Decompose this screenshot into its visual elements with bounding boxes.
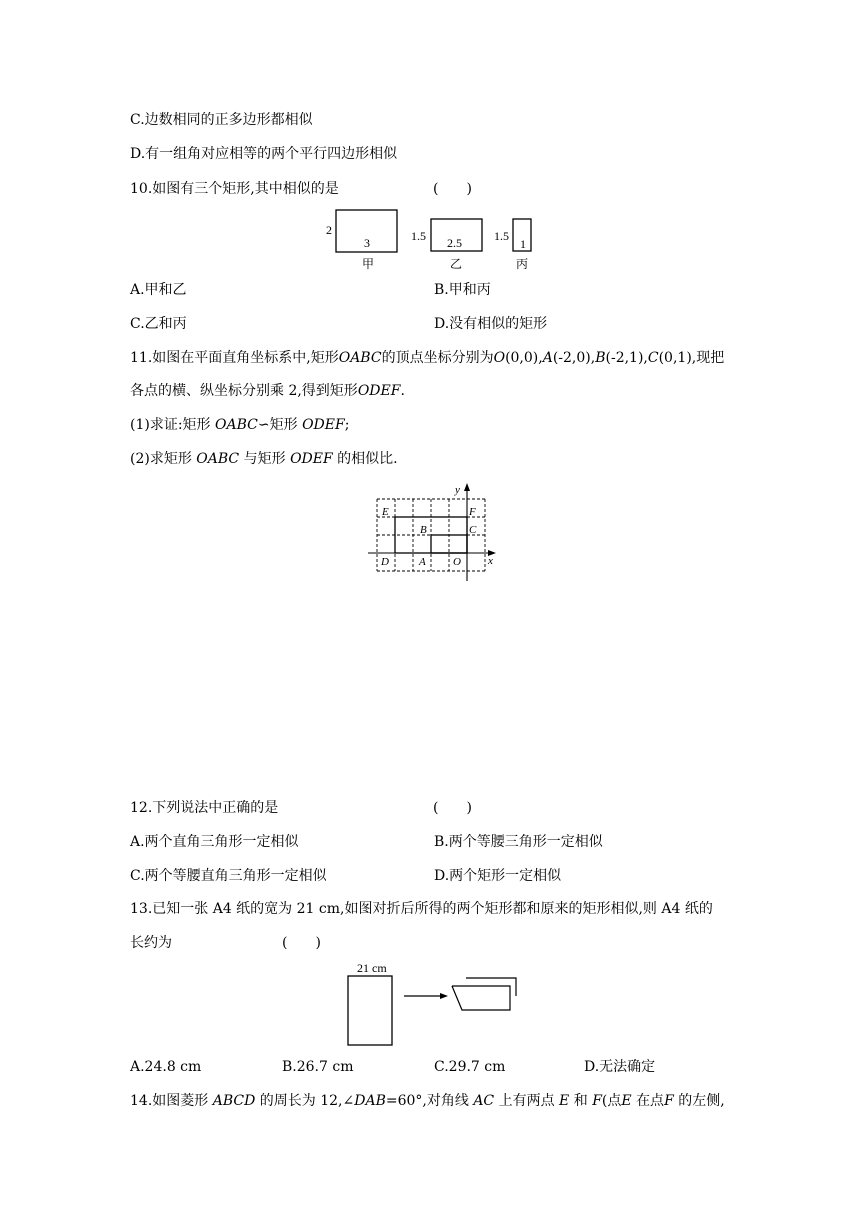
q10-option-c: C.乙和丙 [130, 316, 187, 332]
q12-option-c: C.两个等腰直角三角形一定相似 [130, 868, 327, 884]
y-axis-arrow-icon [464, 483, 470, 491]
label-x: x [488, 555, 493, 567]
a4-width-label: 21 cm [357, 961, 387, 975]
rect-bing-height-label: 1.5 [494, 229, 509, 243]
q12-stem: 12.下列说法中正确的是 [130, 800, 279, 816]
q12-option-d: D.两个矩形一定相似 [434, 868, 562, 884]
rect-bing-width-label: 1 [520, 237, 526, 251]
rect-yi-height-label: 1.5 [411, 229, 426, 243]
q13-answer-paren: ( ) [282, 935, 321, 951]
label-f: F [469, 506, 476, 518]
q13-option-d: D.无法确定 [584, 1059, 656, 1075]
q13-option-a: A.24.8 cm [130, 1059, 202, 1075]
q12-answer-paren: ( ) [433, 800, 472, 816]
label-d: D [381, 556, 389, 568]
q12-option-a: A.两个直角三角形一定相似 [130, 834, 299, 850]
q11-part-1: (1)求证:矩形 OABC∽矩形 ODEF; [130, 417, 350, 433]
label-o: O [453, 556, 461, 568]
q10-option-a: A.甲和乙 [130, 282, 187, 298]
q14-stem: 14.如图菱形 ABCD 的周长为 12,∠DAB=60°,对角线 AC 上有两点 E 和 F(点E 在点F 的左侧, [130, 1093, 725, 1109]
rect-jia-width-label: 3 [364, 236, 370, 250]
label-c: C [469, 524, 477, 536]
rect-jia-name: 甲 [362, 257, 375, 271]
a4-sheet [348, 976, 392, 1045]
q10-answer-paren: ( ) [433, 181, 472, 197]
q13-a4-folding-figure [340, 960, 530, 1050]
q11-part-2: (2)求矩形 OABC 与矩形 ODEF 的相似比. [130, 451, 398, 467]
label-y: y [455, 484, 460, 496]
rect-yi-width-label: 2.5 [447, 236, 462, 250]
q9-option-c: C.边数相同的正多边形都相似 [130, 112, 313, 128]
q10-rectangles-figure [320, 200, 550, 276]
label-b: B [420, 524, 427, 536]
q13-option-b: B.26.7 cm [282, 1059, 354, 1075]
folded-sheet [452, 978, 516, 1010]
label-a: A [419, 556, 426, 568]
q13-stem: 13.已知一张 A4 纸的宽为 21 cm,如图对折后所得的两个矩形都和原来的矩形相似,则 A4 纸的 [130, 901, 713, 917]
rect-yi-name: 乙 [450, 257, 463, 271]
q10-option-b: B.甲和丙 [434, 282, 491, 298]
q11-coordinate-figure [360, 478, 505, 582]
q13-stem-2: 长约为 [130, 935, 172, 951]
q12-option-b: B.两个等腰三角形一定相似 [434, 834, 603, 850]
q10-stem: 10.如图有三个矩形,其中相似的是 [130, 181, 339, 197]
label-e: E [382, 506, 389, 518]
q11-line-1: 11.如图在平面直角坐标系中,矩形OABC的顶点坐标分别为O(0,0),A(-2,0),B(-2,1),C(0,1),现把 [130, 350, 725, 366]
rect-bing-name: 丙 [516, 257, 529, 271]
q9-option-d: D.有一组角对应相等的两个平行四边形相似 [130, 146, 398, 162]
q11-line-2: 各点的横、纵坐标分别乘 2,得到矩形ODEF. [130, 383, 405, 399]
fold-arrow-head-icon [440, 993, 448, 999]
q10-option-d: D.没有相似的矩形 [434, 316, 548, 332]
q13-option-c: C.29.7 cm [434, 1059, 506, 1075]
rect-jia-height-label: 2 [326, 223, 332, 237]
